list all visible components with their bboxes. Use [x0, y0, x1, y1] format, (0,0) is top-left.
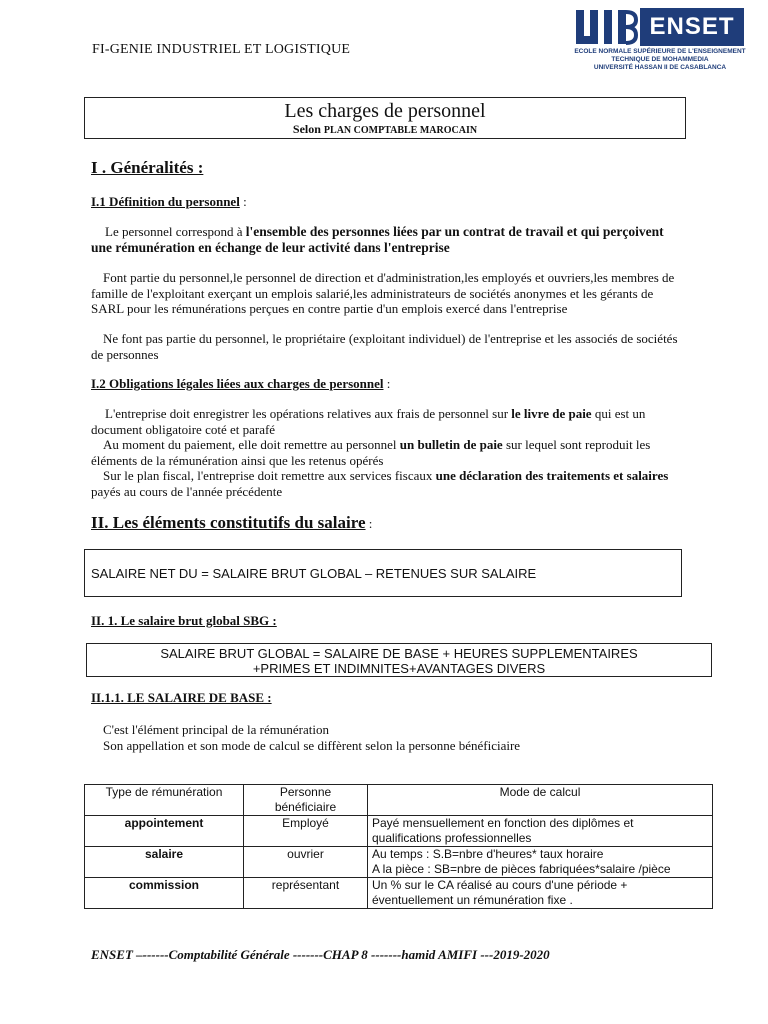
gross-salary-formula: SALAIRE BRUT GLOBAL = SALAIRE DE BASE + HEURES SUPPLEMENTAIRES +PRIMES ET INDIMNITES+AVANTAGES DIVERS [86, 643, 712, 677]
cell-mode: Payé mensuellement en fonction des diplômes et qualifications professionnelles [368, 816, 713, 847]
included-personnel-paragraph: Font partie du personnel,le personnel de direction et d'administration,les employés et ouvriers,les membres de famille de l'exploitant exerçant un emplois salarié,les administrateurs de sociétés anonymes et les gérants de SARL pour les rémunérations perçues en contre partie d'un emplois exercé dans l'entreprise [91, 270, 675, 316]
title-box [84, 97, 686, 139]
logo-enset-text: ENSET [640, 8, 744, 46]
cell-mode: Au temps : S.B=nbre d'heures* taux horaire A la pièce : SB=nbre de pièces fabriquées*salaire /pièce [368, 847, 713, 878]
header-program: FI-GENIE INDUSTRIEL ET LOGISTIQUE [92, 42, 351, 57]
page-footer: ENSET –------Comptabilité Générale -------CHAP 8 -------hamid AMIFI ---2019-2020 [91, 947, 550, 962]
university-emblem-icon [574, 8, 638, 46]
cell-mode: Un % sur le CA réalisé au cours d'une période + éventuellement un rémunération fixe . [368, 878, 713, 909]
table-header-row [85, 785, 713, 816]
page-subtitle: Selon PLAN COMPTABLE MAROCAIN [292, 122, 478, 136]
table-header-mode: Mode de calcul [368, 785, 713, 816]
table-row [85, 847, 713, 878]
cell-person: Employé [244, 816, 368, 847]
section-1-heading: I . Généralités : [91, 158, 204, 177]
declaration-paragraph: Sur le plan fiscal, l'entreprise doit remettre aux services fiscaux une déclaration des traitements et salaires payés au cours de l'année précédente [91, 468, 669, 499]
definition-paragraph: Le personnel correspond à l'ensemble des personnes liées par un contrat de travail et qui perçoivent une rémunération en échange de leur activité dans l'entreprise [91, 224, 664, 255]
remuneration-table [84, 784, 713, 909]
logo-subtitle: ECOLE NORMALE SUPÉRIEURE DE L'ENSEIGNEMENT TECHNIQUE DE MOHAMMEDIA UNIVERSITÉ HASSAN II DE CASABLANCA [574, 48, 746, 71]
subsection-2-1-heading: II. 1. Le salaire brut global SBG : [91, 613, 277, 628]
table-header-person: Personne bénéficiaire [244, 785, 368, 816]
base-salary-paragraph: C'est l'élément principal de la rémunération Son appellation et son mode de calcul se diffèrent selon la personne bénéficiaire [103, 722, 521, 753]
table-row [85, 816, 713, 847]
cell-person: représentant [244, 878, 368, 909]
subsection-1-2-heading: I.2 Obligations légales liées aux charges de personnel : [91, 376, 391, 391]
table-row [85, 878, 713, 909]
table-header-type: Type de rémunération [85, 785, 244, 816]
livre-de-paie-paragraph: L'entreprise doit enregistrer les opérations relatives aux frais de personnel sur le livre de paie qui est un document obligatoire coté et parafé [91, 406, 646, 437]
net-salary-formula: SALAIRE NET DU = SALAIRE BRUT GLOBAL – RETENUES SUR SALAIRE [84, 549, 682, 597]
cell-type: appointement [85, 816, 244, 847]
subsection-1-1-heading: I.1 Définition du personnel : [91, 194, 247, 209]
excluded-personnel-paragraph: Ne font pas partie du personnel, le propriétaire (exploitant individuel) de l'entreprise et les associés de sociétés de personnes [91, 331, 678, 362]
page-title: Les charges de personnel [284, 100, 486, 122]
cell-person: ouvrier [244, 847, 368, 878]
subsection-2-1-1-heading: II.1.1. LE SALAIRE DE BASE : [91, 690, 272, 705]
cell-type: commission [85, 878, 244, 909]
bulletin-de-paie-paragraph: Au moment du paiement, elle doit remettre au personnel un bulletin de paie sur lequel sont reproduit les éléments de la rémunération ainsi que les retenus opérés [91, 437, 651, 468]
section-2-heading: II. Les éléments constitutifs du salaire : [91, 513, 373, 532]
enset-logo [574, 8, 746, 76]
cell-type: salaire [85, 847, 244, 878]
